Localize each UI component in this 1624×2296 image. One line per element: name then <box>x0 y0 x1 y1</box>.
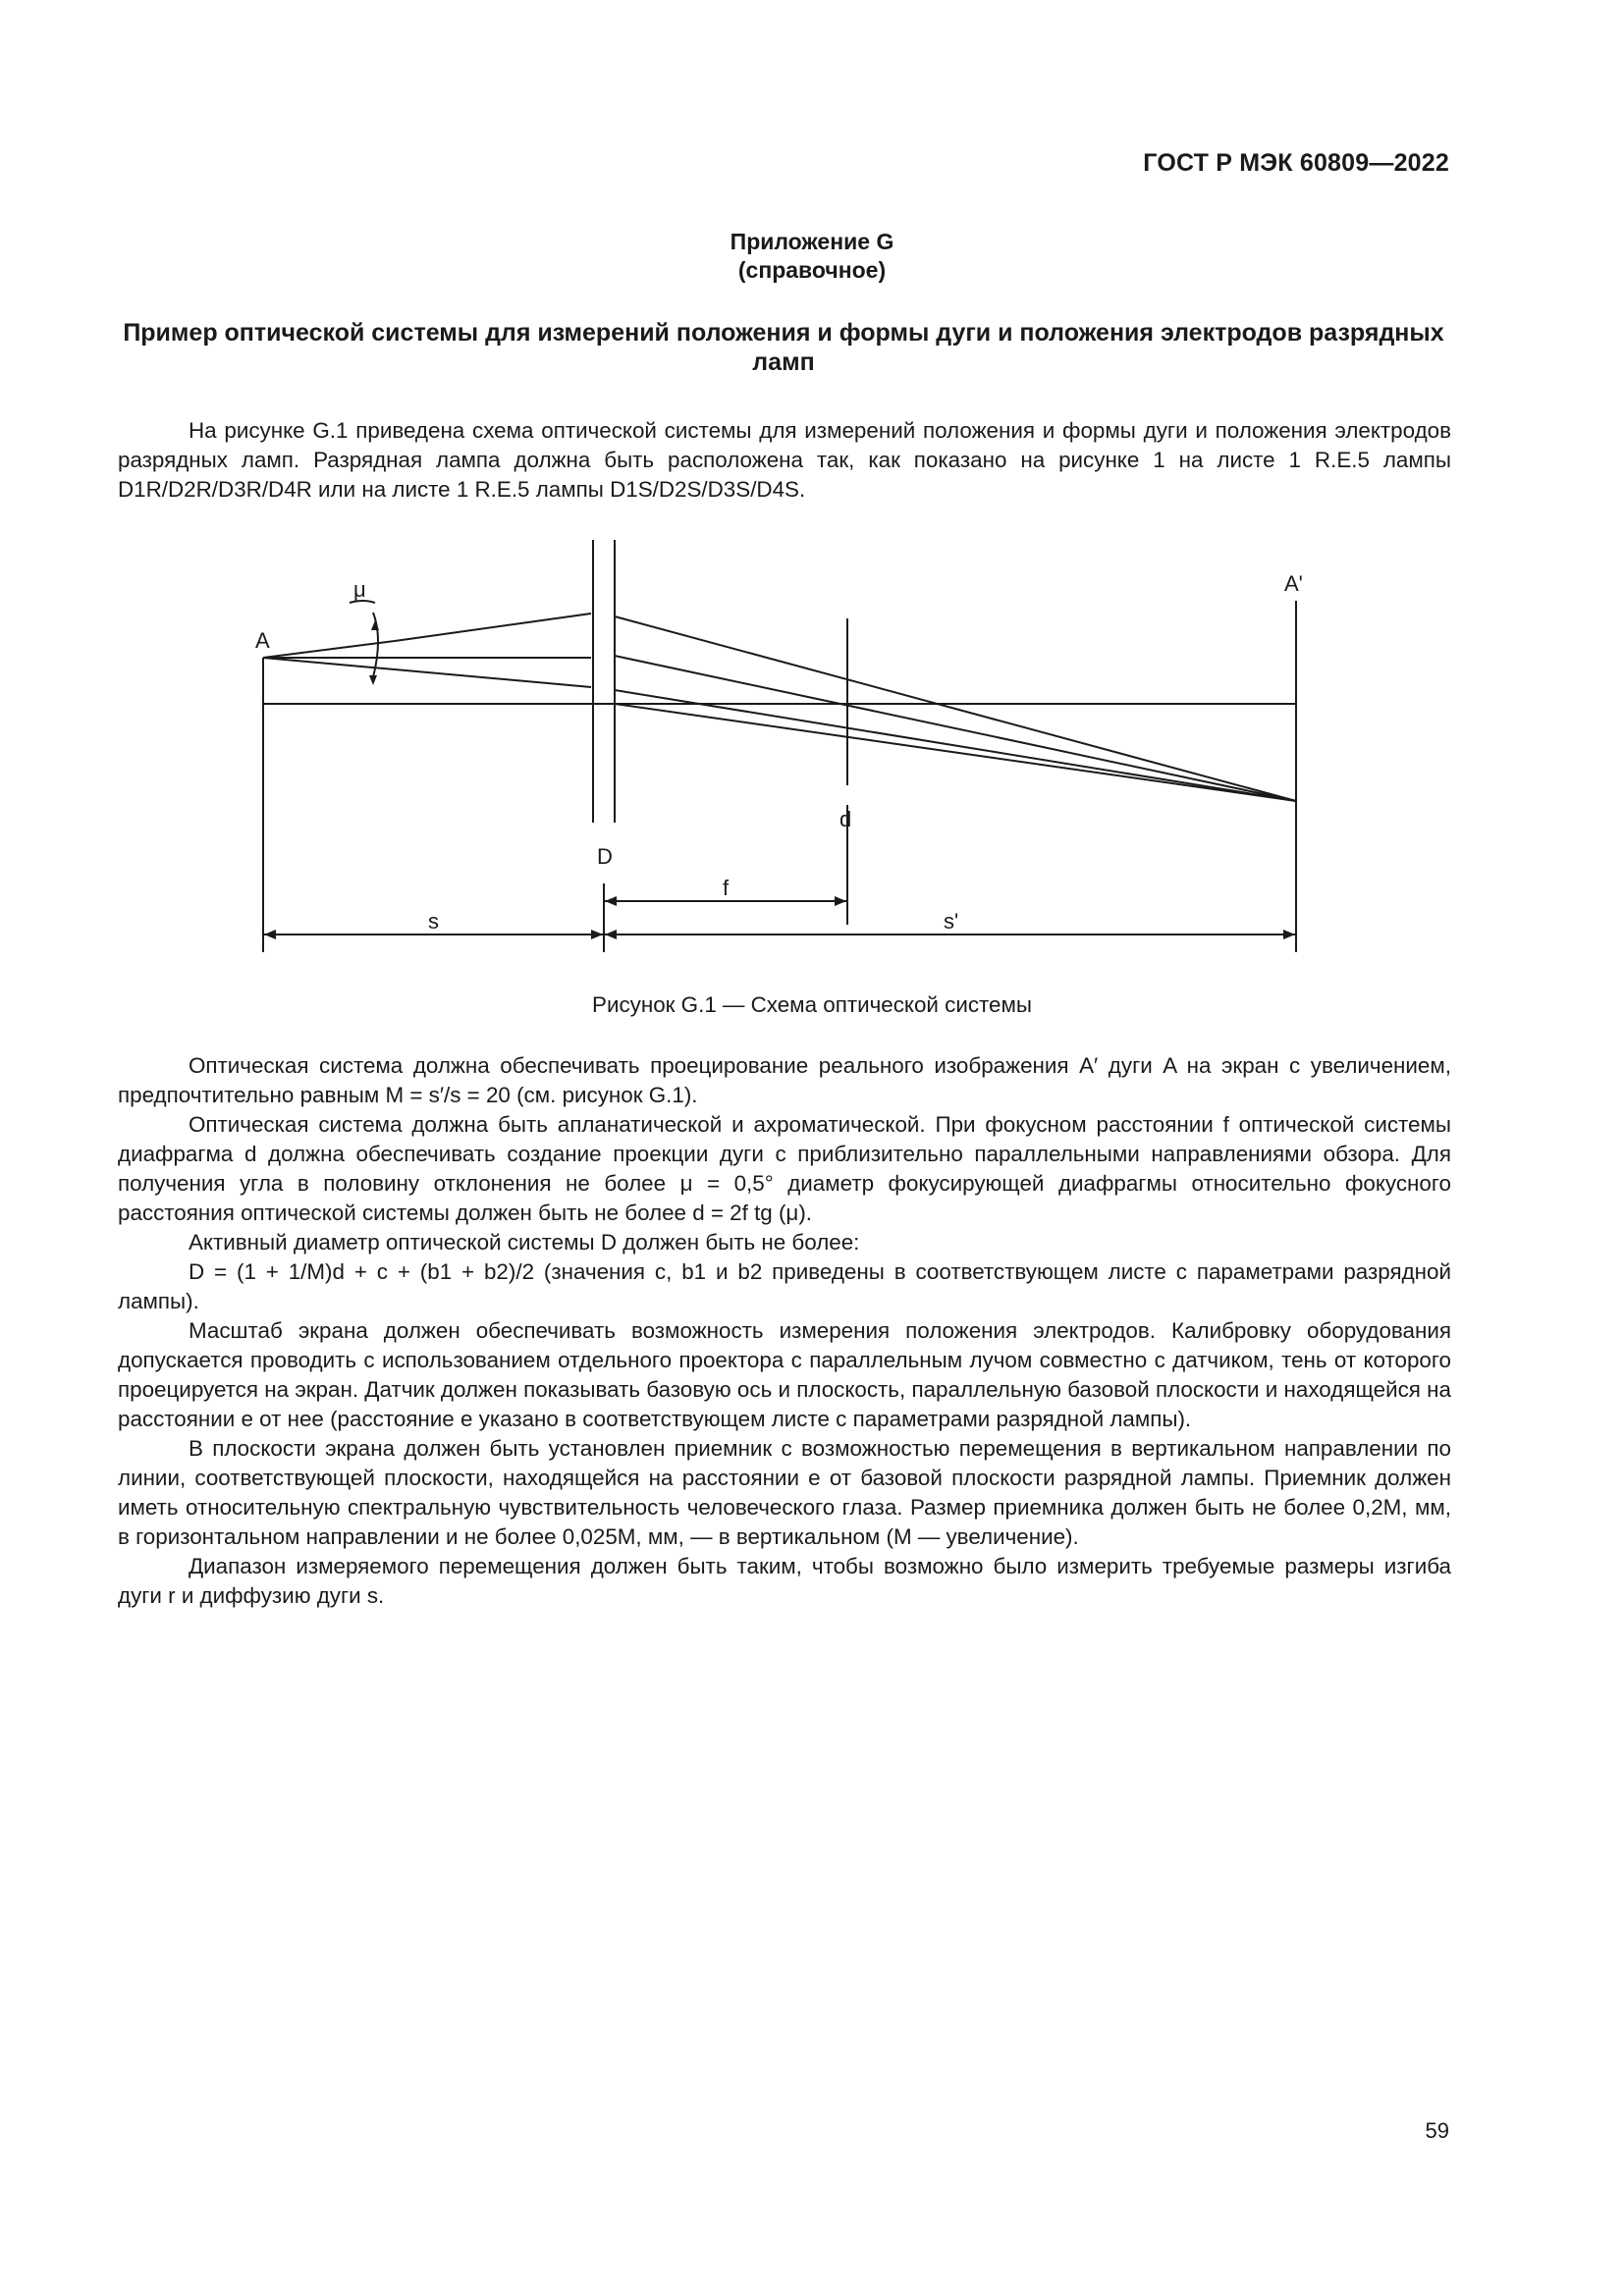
label-d-lower: d <box>839 807 852 831</box>
intro-paragraph: На рисунке G.1 приведена схема оптической системы для измерений положения и формы дуги и положения электродов разрядных ламп. Разрядная лампа должна быть расположена так, как показано на рисунке 1 на листе 1 R.E.5 лампы D1R/D2R/D3R/D4R или на листе 1 R.E.5 лампы D1S/D2S/D3S/D4S. <box>118 418 1451 502</box>
paragraph: Масштаб экрана должен обеспечивать возможность измерения положения электродов. Калибровку оборудования допускается проводить с использованием отдельного проектора с параллельным лучом совместно с датчиком, тень от которого проецируется на экран. Датчик должен показывать базовую ось и плоскость, параллельную базовой плоскости и находящейся на расстоянии e от нее (расстояние e указано в соответствующем листе с параметрами разрядной лампы). <box>118 1318 1451 1431</box>
ray-lower-image <box>615 690 1296 801</box>
section-heading: Пример оптической системы для измерений положения и формы дуги и положения электродов разрядных ламп <box>123 319 1444 376</box>
ray-lower <box>263 658 591 687</box>
arrow-s-right <box>591 930 603 939</box>
paragraph: Активный диаметр оптической системы D должен быть не более: <box>189 1230 860 1255</box>
arrow-s-left <box>264 930 276 939</box>
annex-subtitle: (справочное) <box>737 257 887 283</box>
page-number: 59 <box>1425 2118 1449 2143</box>
mu-arrow-top <box>371 620 379 630</box>
optical-system-diagram <box>226 530 1326 962</box>
annex-title: Приложение G <box>730 229 894 254</box>
arrow-s-prime-right <box>1283 930 1295 939</box>
label-a: A <box>255 628 270 653</box>
paragraph: Оптическая система должна обеспечивать проецирование реального изображения A′ дуги A на экран с увеличением, предпочтительно равным M = s′/s = 20 (см. рисунок G.1). <box>118 1053 1451 1107</box>
ray-middle-image <box>615 656 1296 801</box>
ray-axis-image <box>615 704 1296 801</box>
arrow-s-prime-left <box>605 930 617 939</box>
ray-upper-image <box>615 616 1296 801</box>
label-a-prime: A' <box>1284 571 1303 596</box>
figure-caption: Рисунок G.1 — Схема оптической системы <box>592 992 1032 1017</box>
mu-arrow-bottom <box>369 675 377 685</box>
paragraph: Оптическая система должна быть апланатической и ахроматической. При фокусном расстоянии f оптической системы диафрагма d должна обеспечивать создание проекции дуги с приблизительно параллельными направлениями обзора. Для получения угла в половину отклонения не более μ = 0,5° диаметр фокусирующей диафрагмы относительно фокусного расстояния оптической системы должен быть не более d = 2f tg (μ). <box>118 1112 1451 1225</box>
label-s-prime: s' <box>944 909 959 934</box>
label-mu: μ <box>353 577 366 602</box>
main-text <box>118 1051 1451 1611</box>
paragraph: Диапазон измеряемого перемещения должен быть таким, чтобы возможно было измерить требуемые размеры изгиба дуги r и диффузию дуги s. <box>118 1554 1451 1608</box>
arrow-f-left <box>605 896 617 906</box>
paragraph: В плоскости экрана должен быть установлен приемник с возможностью перемещения в вертикальном направлении по линии, соответствующей плоскости, находящейся на расстоянии e от базовой плоскости разрядной лампы. Приемник должен иметь относительную спектральную чувствительность человеческого глаза. Размер приемника должен быть не более 0,2M, мм, в горизонтальном направлении и не более 0,025M, мм, — в вертикальном (M — увеличение). <box>118 1436 1451 1549</box>
label-d-upper: D <box>597 844 613 869</box>
standard-header: ГОСТ Р МЭК 60809—2022 <box>1143 149 1449 177</box>
intro-text <box>118 416 1451 505</box>
ray-upper <box>395 614 591 641</box>
label-f: f <box>723 876 730 900</box>
ray-upper <box>263 641 395 658</box>
label-s: s <box>428 909 439 934</box>
paragraph: D = (1 + 1/M)d + c + (b1 + b2)/2 (значения c, b1 и b2 приведены в соответствующем листе с параметрами разрядной лампы). <box>118 1259 1451 1313</box>
arrow-f-right <box>835 896 846 906</box>
